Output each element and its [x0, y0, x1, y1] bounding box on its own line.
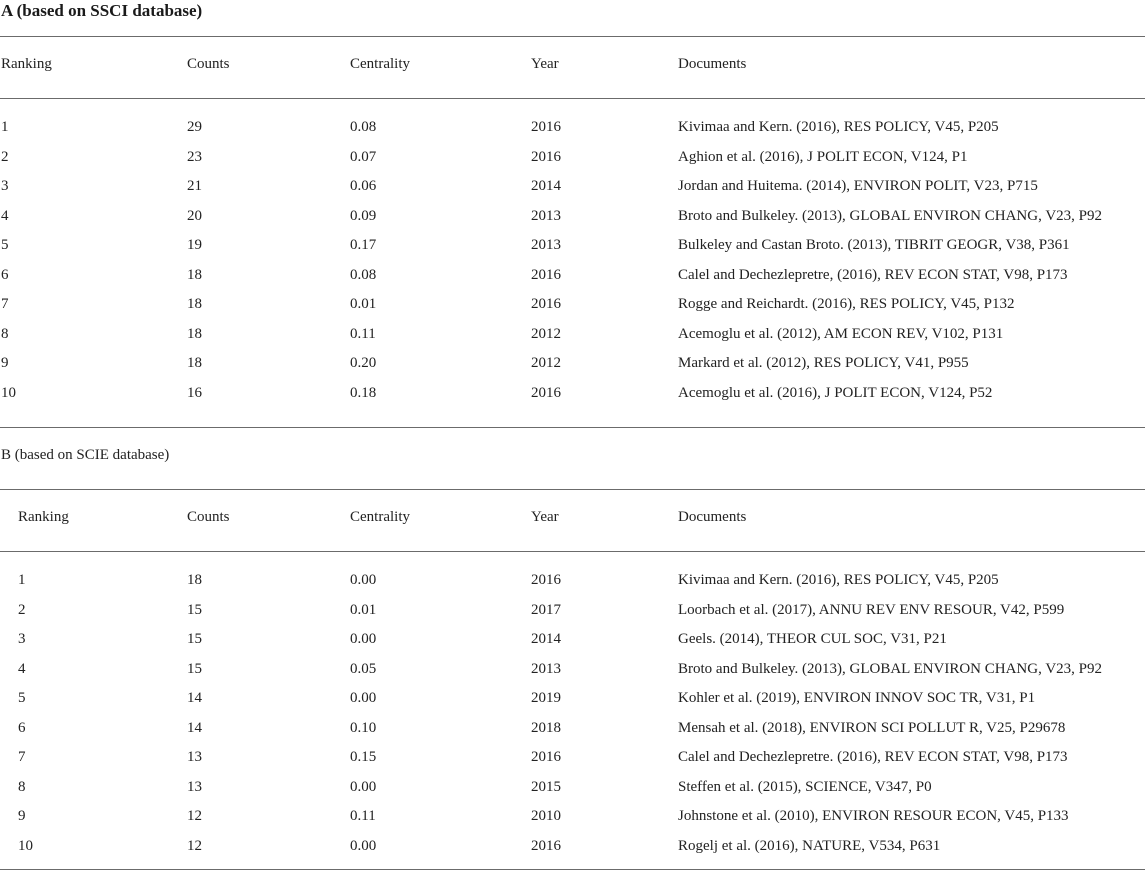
cell-counts: 15: [187, 631, 202, 647]
header-ranking: Ranking: [18, 509, 69, 525]
table-b-top-rule: [0, 489, 1145, 490]
table-row: [0, 382, 1145, 404]
cell-counts: 23: [187, 148, 202, 165]
cell-centrality: 0.08: [350, 119, 377, 135]
cell-counts: 12: [187, 837, 202, 854]
cell-counts: 20: [187, 207, 202, 224]
header-documents: Documents: [678, 509, 747, 525]
table-row: [0, 234, 1145, 256]
cell-centrality: 0.08: [350, 266, 377, 283]
table-row: [0, 805, 1145, 827]
table-row: [0, 687, 1145, 709]
cell-centrality: 0.18: [350, 384, 377, 401]
table-a-caption: A (based on SSCI database): [1, 1, 203, 20]
cell-documents: Kohler et al. (2019), ENVIRON INNOV SOC TR, V31, P1: [678, 690, 1036, 706]
cell-counts: 18: [187, 355, 202, 371]
table-row: [0, 835, 1145, 857]
cell-documents: Jordan and Huitema. (2014), ENVIRON POLIT, V23, P715: [678, 178, 1038, 194]
cell-counts: 14: [187, 690, 202, 706]
cell-ranking: 3: [18, 631, 26, 647]
cell-centrality: 0.00: [350, 572, 377, 588]
table-row: [0, 116, 1145, 138]
cell-ranking: 5: [1, 237, 9, 253]
table-row: [0, 264, 1145, 286]
table-row: [0, 146, 1145, 168]
header-counts: Counts: [187, 56, 230, 72]
cell-ranking: 10: [18, 837, 33, 854]
cell-centrality: 0.15: [350, 749, 377, 765]
cell-counts: 19: [187, 237, 202, 253]
cell-year: 2010: [531, 808, 561, 824]
cell-documents: Bulkeley and Castan Broto. (2013), TIBRIT GEOGR, V38, P361: [678, 237, 1070, 253]
cell-documents: Johnstone et al. (2010), ENVIRON RESOUR ECON, V45, P133: [678, 808, 1069, 824]
cell-ranking: 1: [18, 572, 26, 588]
table-a-bottom-rule: [0, 427, 1145, 428]
cell-centrality: 0.00: [350, 690, 377, 706]
cell-documents: Rogge and Reichardt. (2016), RES POLICY, V45, P132: [678, 296, 1015, 312]
cell-documents: Aghion et al. (2016), J POLIT ECON, V124, P1: [678, 148, 968, 165]
cell-ranking: 2: [18, 601, 26, 618]
cell-year: 2016: [531, 749, 561, 765]
header-centrality: Centrality: [350, 56, 410, 72]
table-a-top-rule: [0, 36, 1145, 37]
cell-counts: 18: [187, 296, 202, 312]
cell-ranking: 7: [1, 296, 9, 312]
cell-ranking: 2: [1, 148, 9, 165]
cell-counts: 21: [187, 178, 202, 194]
cell-year: 2014: [531, 178, 561, 194]
cell-documents: Geels. (2014), THEOR CUL SOC, V31, P21: [678, 631, 947, 647]
cell-counts: 13: [187, 749, 202, 765]
cell-documents: Kivimaa and Kern. (2016), RES POLICY, V45, P205: [678, 572, 999, 588]
table-row: [0, 175, 1145, 197]
cell-year: 2018: [531, 719, 561, 736]
cell-year: 2012: [531, 325, 561, 342]
cell-counts: 18: [187, 325, 202, 342]
cell-centrality: 0.01: [350, 601, 377, 618]
cell-ranking: 10: [1, 384, 16, 401]
table-row: [0, 352, 1145, 374]
cell-counts: 29: [187, 119, 202, 135]
cell-centrality: 0.11: [350, 808, 376, 824]
cell-counts: 14: [187, 719, 202, 736]
table-row: [0, 205, 1145, 227]
table-row: [0, 323, 1145, 345]
cell-ranking: 3: [1, 178, 9, 194]
cell-ranking: 4: [1, 207, 9, 224]
cell-counts: 15: [187, 601, 202, 618]
table-a-header-rule: [0, 98, 1145, 99]
table-b-bottom-rule: [0, 869, 1145, 870]
cell-year: 2016: [531, 296, 561, 312]
cell-ranking: 9: [1, 355, 9, 371]
table-row: [0, 658, 1145, 680]
cell-ranking: 6: [1, 266, 9, 283]
cell-counts: 18: [187, 266, 202, 283]
cell-counts: 12: [187, 808, 202, 824]
cell-year: 2019: [531, 690, 561, 706]
cell-year: 2013: [531, 660, 561, 677]
cell-documents: Calel and Dechezlepretre. (2016), REV ECON STAT, V98, P173: [678, 749, 1068, 765]
cell-year: 2016: [531, 384, 561, 401]
cell-year: 2016: [531, 837, 561, 854]
cell-year: 2013: [531, 237, 561, 253]
cell-centrality: 0.00: [350, 837, 377, 854]
cell-centrality: 0.00: [350, 631, 377, 647]
cell-documents: Steffen et al. (2015), SCIENCE, V347, P0: [678, 778, 932, 795]
table-a-header-row: [0, 53, 1145, 75]
table-row: [0, 599, 1145, 621]
cell-centrality: 0.07: [350, 148, 377, 165]
cell-year: 2016: [531, 119, 561, 135]
cell-centrality: 0.09: [350, 207, 377, 224]
header-year: Year: [531, 56, 559, 72]
cell-year: 2017: [531, 601, 561, 618]
table-row: [0, 628, 1145, 650]
cell-year: 2016: [531, 572, 561, 588]
cell-year: 2012: [531, 355, 561, 371]
cell-counts: 16: [187, 384, 202, 401]
table-b-header-rule: [0, 551, 1145, 552]
header-counts: Counts: [187, 509, 230, 525]
cell-counts: 13: [187, 778, 202, 795]
cell-ranking: 1: [1, 119, 9, 135]
cell-documents: Mensah et al. (2018), ENVIRON SCI POLLUT R, V25, P29678: [678, 719, 1066, 736]
cell-ranking: 8: [1, 325, 9, 342]
header-centrality: Centrality: [350, 509, 410, 525]
cell-centrality: 0.06: [350, 178, 377, 194]
cell-year: 2013: [531, 207, 561, 224]
cell-documents: Acemoglu et al. (2016), J POLIT ECON, V124, P52: [678, 384, 993, 401]
table-row: [0, 293, 1145, 315]
cell-year: 2014: [531, 631, 561, 647]
cell-documents: Acemoglu et al. (2012), AM ECON REV, V102, P131: [678, 325, 1004, 342]
cell-counts: 15: [187, 660, 202, 677]
table-row: [0, 717, 1145, 739]
cell-documents: Loorbach et al. (2017), ANNU REV ENV RESOUR, V42, P599: [678, 601, 1065, 618]
cell-centrality: 0.05: [350, 660, 377, 677]
cell-counts: 18: [187, 572, 202, 588]
cell-year: 2016: [531, 148, 561, 165]
header-documents: Documents: [678, 56, 747, 72]
table-row: [0, 776, 1145, 798]
table-row: [0, 746, 1145, 768]
cell-ranking: 8: [18, 778, 26, 795]
cell-documents: Kivimaa and Kern. (2016), RES POLICY, V45, P205: [678, 119, 999, 135]
cell-ranking: 4: [18, 660, 26, 677]
cell-year: 2016: [531, 266, 561, 283]
cell-centrality: 0.01: [350, 296, 377, 312]
cell-centrality: 0.17: [350, 237, 377, 253]
table-row: [0, 569, 1145, 591]
cell-ranking: 9: [18, 808, 26, 824]
cell-documents: Calel and Dechezlepretre, (2016), REV ECON STAT, V98, P173: [678, 266, 1068, 283]
cell-centrality: 0.10: [350, 719, 377, 736]
cell-ranking: 6: [18, 719, 26, 736]
cell-centrality: 0.11: [350, 325, 376, 342]
cell-documents: Rogelj et al. (2016), NATURE, V534, P631: [678, 837, 941, 854]
cell-ranking: 7: [18, 749, 26, 765]
cell-centrality: 0.00: [350, 778, 377, 795]
cell-documents: Broto and Bulkeley. (2013), GLOBAL ENVIRON CHANG, V23, P92: [678, 660, 1102, 677]
header-ranking: Ranking: [1, 56, 52, 72]
cell-documents: Broto and Bulkeley. (2013), GLOBAL ENVIRON CHANG, V23, P92: [678, 207, 1102, 224]
table-b-caption: B (based on SCIE database): [1, 447, 170, 463]
table-b-header-row: [0, 506, 1145, 528]
cell-year: 2015: [531, 778, 561, 795]
cell-centrality: 0.20: [350, 355, 377, 371]
cell-ranking: 5: [18, 690, 26, 706]
cell-documents: Markard et al. (2012), RES POLICY, V41, P955: [678, 355, 969, 371]
header-year: Year: [531, 509, 559, 525]
